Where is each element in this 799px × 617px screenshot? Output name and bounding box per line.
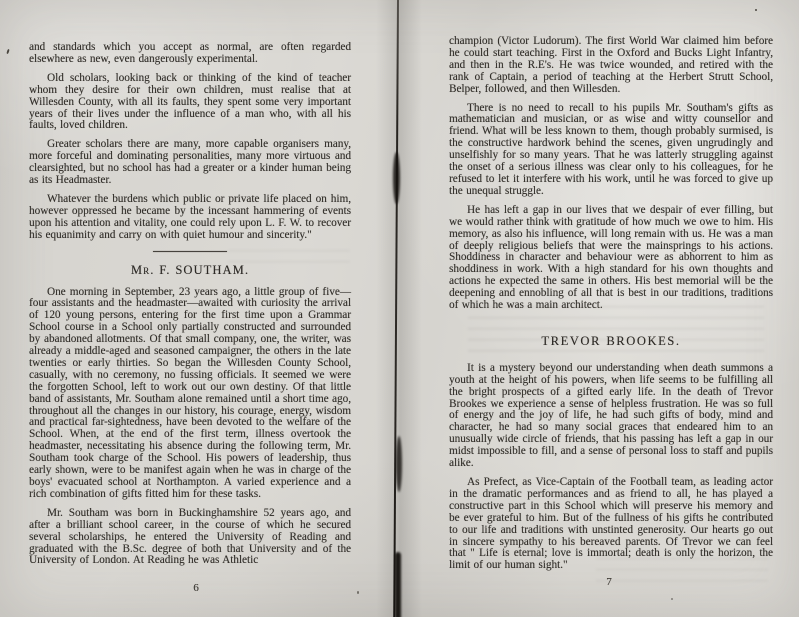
page-number-left: 6 <box>193 582 199 594</box>
gutter-ink-blob <box>395 552 401 617</box>
page-number-right: 7 <box>606 576 612 588</box>
scan-speck <box>357 591 359 594</box>
paragraph: Mr. Southam was born in Buckinghamshire 52 years ago, and after a brilliant school career, in the course of which he secured several scholarships, he entered the University of Reading and graduated with the B.Sc. degree of both that University and of the University of London. At Reading he was Athletic <box>29 506 351 567</box>
section-heading-southam: Mr. F. SOUTHAM. <box>130 262 250 277</box>
gutter-shadow <box>376 0 422 617</box>
page-left <box>29 42 351 574</box>
paragraph: There is no need to recall to his pupils Mr. Southam's gifts as mathematician and musician, or as wise and witty counsellor and friend. What will be less known to them, though probably surmised, is the constructive hardwork behind the scenes, given ungrudingly and unselfishly for so many years. That he was latterly struggling against the onset of a serious illness was clear only to his colleagues, for he refused to let it interfere with his work, until he was forced to give up the unequal struggle. <box>449 101 773 197</box>
paragraph: As Prefect, as Vice-Captain of the Football team, as leading actor in the dramatic performances and as friend to all, he has played a constructive part in this School which will preserve his memory and be ever grateful to him. But of the fullness of his gifts he contributed to our life and traditions with unstinted generosity. Our hearts go out in sincere sympathy to his bereaved parents. Of Trevor we can feel that " Life is eternal; love is immortal; death is only the horizon, the limit of our human sight." <box>449 476 773 572</box>
show-through-smudge <box>228 250 350 263</box>
scan-speck <box>755 9 757 11</box>
paragraph: Old scholars, looking back or thinking of the kind of teacher whom they desire for their own children, must realise that at Willesden County, with all its faults, they spent some very important years of their lives under the influence of a man who, with all his faults, loved children. <box>29 71 351 132</box>
scan-speck <box>6 49 9 54</box>
paragraph: It is a mystery beyond our understanding when death summons a youth at the height of his powers, when life seems to be fulfilling all the bright prospects of a gifted early life. In the death of Trevor Brookes we experience a sense of helpless frustration. He was so full of energy and the joy of life, he had such gifts of body, mind and character, he had so many social graces that endeared him to an unusually wide circle of friends, that his passing has left a gap in our midst impossible to fill, and a sense of personal loss to staff and pupils alike. <box>449 361 773 470</box>
show-through-smudge <box>596 558 768 588</box>
paragraph: Greater scholars there are many, more capable organisers many, more forceful and dominating personalities, many more virtuous and clearsighted, but no school has had a greater or a kinder human being as its Headmaster. <box>29 138 351 187</box>
paragraph: He has left a gap in our lives that we despair of ever filling, but we would rather think with gratitude of how much we owe to him. His memory, as also his influence, will long remain with us. He was a man of deeply religious beliefs that were the mainsprings to his actions. Shoddiness in character and behaviour were as abhorrent to him as shoddiness in work. With a high standard for his own thoughts and actions he expected the same in others. His best memorial will be the deepening and ennobling of all that is best in our traditions, traditions of which he was a main architect. <box>449 203 773 312</box>
paragraph: Whatever the burdens which public or private life placed on him, however oppressed he became by the incessant hammering of events upon his attention and vitality, one could rely upon L. F. W. to recover his equanimity and carry on with quiet humour and sincerity." <box>29 192 351 241</box>
gutter-ink-blob <box>396 436 402 492</box>
section-divider-rule <box>153 251 227 252</box>
paragraph: One morning in September, 23 years ago, a little group of five—four assistants and the headmaster—awaited with curiosity the arrival of 120 young persons, entering for the first time upon a Grammar School course in a School only partially constructed and surrounded by abandoned allotments. Of that small company, one, the writer, was already a middle-aged and seasoned campaigner, the others in the late twenties or early thirties. So began the Willesden County School, casually, with no ceremony, no fussing officials. It seemed we were the forgotten School, left to work out our own destiny. Of that little band of assistants, Mr. Southam alone remained until a short time ago, throughout all the changes in our history, his courage, energy, wisdom and practical far-sightedness, have been devoted to the welfare of the School. When, at the end of the first term, illness overtook the headmaster, necessitating his absence during the following term, Mr. Southam took charge of the School. His powers of leadership, thus early shown, were to be manifest again when he was in charge of the boys' evacuated school at Northampton. A varied experience and a rich combination of gifts fitted him for these tasks. <box>29 285 351 500</box>
paragraph: champion (Victor Ludorum). The first World War claimed him before he could start teaching. First in the Oxford and Bucks Light Infantry, and then in the R.E's. He was twice wounded, and retired with the rank of Captain, a period of teaching at the Herbert Strutt School, Belper, followed, and then Willesden. <box>449 35 773 95</box>
show-through-smudge <box>468 306 764 354</box>
gutter-ink-blob <box>393 152 400 204</box>
paragraph: and standards which you accept as normal, are often regarded elsewhere as new, even dangerously experimental. <box>29 41 351 65</box>
section-heading-brookes: TREVOR BROOKES. <box>541 333 681 348</box>
scan-speck <box>671 598 673 600</box>
